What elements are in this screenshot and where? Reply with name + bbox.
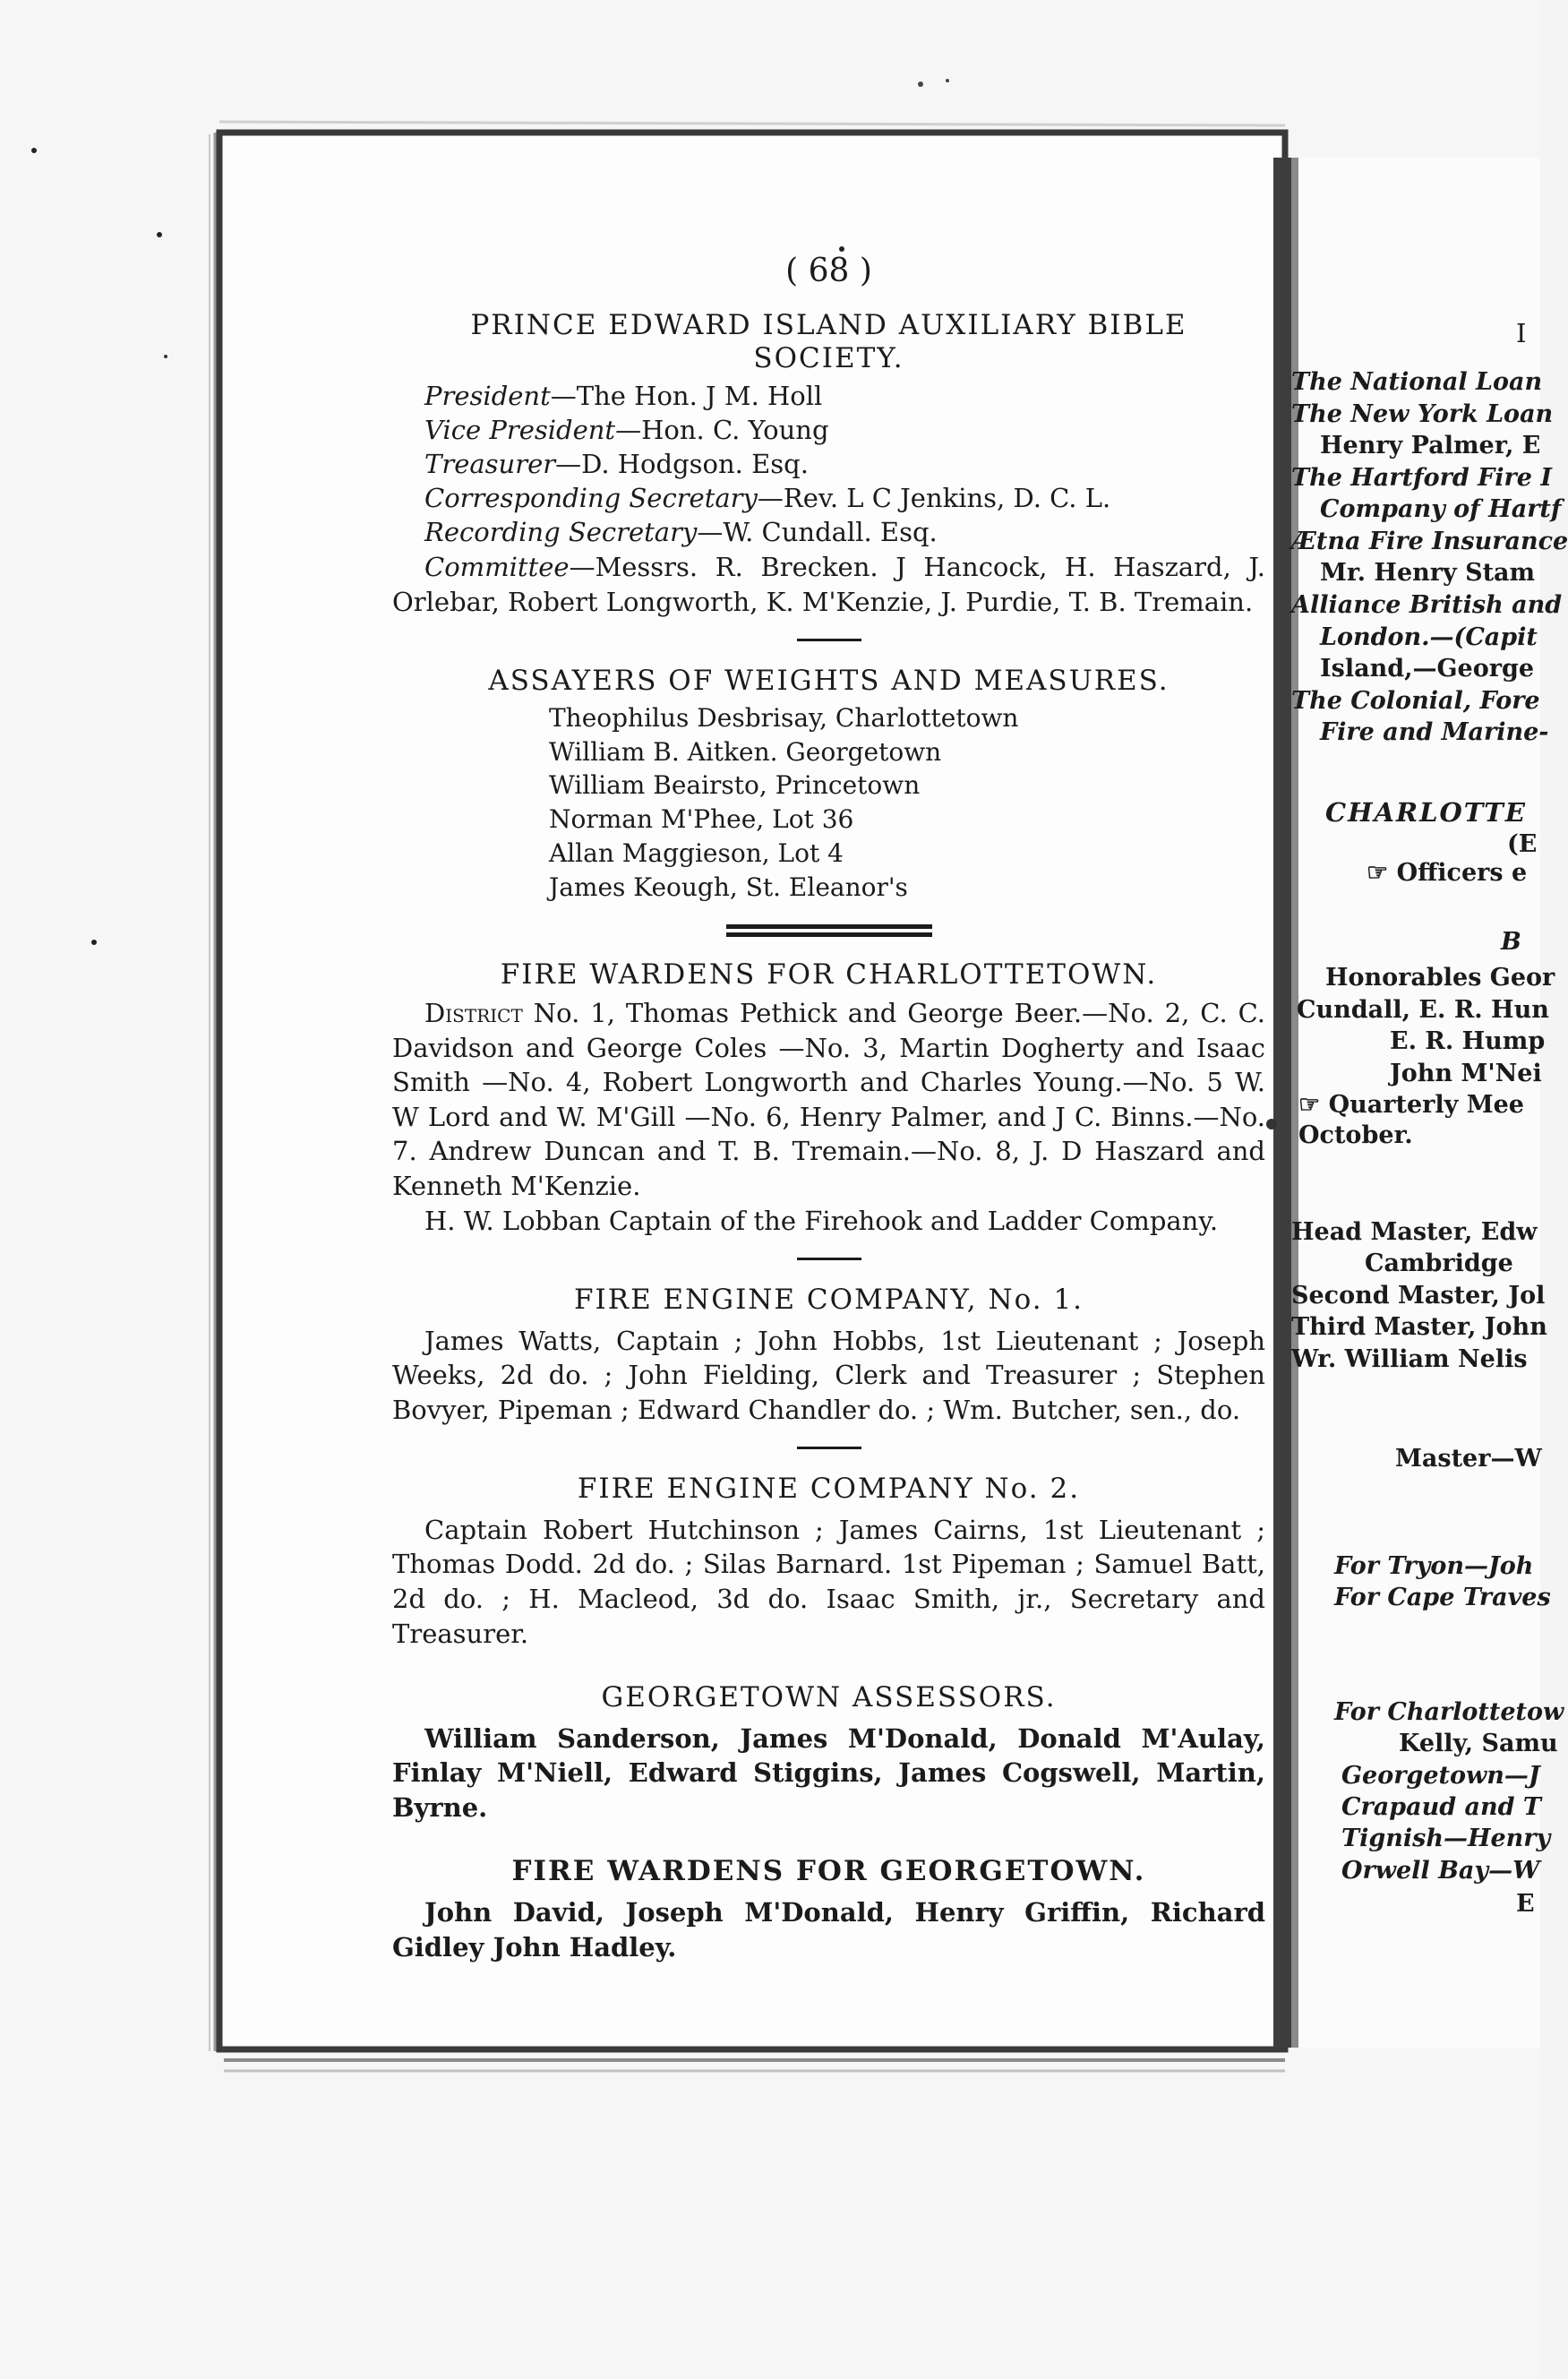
bible-society-heading: PRINCE EDWARD ISLAND AUXILIARY BIBLE — [470, 309, 1187, 341]
fire-wardens-georgetown-text: John David, Joseph M'Donald, Henry Griffin, Richard Gidley John Hadley. — [392, 1897, 1265, 1962]
list-item: Norman M'Phee, Lot 36 — [549, 804, 854, 835]
right-page-line: Master—W — [1395, 1445, 1542, 1473]
right-page-line: Cambridge — [1365, 1250, 1513, 1277]
right-page-fragment — [1288, 318, 1568, 2038]
bible-society-heading-cont: SOCIETY. — [753, 341, 904, 374]
right-page-line: Company of Hartf — [1320, 495, 1562, 523]
officer-line: Vice President—Hon. C. Young — [424, 415, 829, 446]
right-page-line: Mr. Henry Stam — [1320, 559, 1536, 587]
list-item: Theophilus Desbrisay, Charlottetown — [549, 702, 1019, 733]
right-page-line: The Hartford Fire I — [1291, 464, 1552, 492]
right-page-line: ☞ Officers e — [1367, 859, 1528, 887]
georgetown-assessors-text: William Sanderson, James M'Donald, Donald M'Aulay, Finlay M'Niell, Edward Stiggins, James Cogswell, Martin, Byrne. — [392, 1722, 1265, 1823]
assayers-list — [549, 701, 1265, 905]
section-rule — [797, 1258, 861, 1260]
right-page-line: Fire and Marine- — [1320, 718, 1549, 746]
right-page-line: Henry Palmer, E — [1320, 432, 1541, 459]
fire-wardens-georgetown-heading: FIRE WARDENS FOR GEORGETOWN. — [511, 1855, 1146, 1888]
list-item: William B. Aitken. Georgetown — [549, 736, 942, 767]
officer-line: President—The Hon. J M. Holl — [424, 381, 823, 412]
right-page-line: Tignish—Henry — [1341, 1825, 1551, 1852]
officers-list — [424, 380, 1265, 550]
right-page-line: Second Master, Jol — [1291, 1282, 1546, 1310]
engine-company-2-text: Captain Robert Hutchinson ; James Cairns, 1st Lieutenant ; Thomas Dodd. 2d do. ; Silas Barnard. 1st Pipeman ; Samuel Batt, 2d do. ; H. Macleod, 3d do. Isaac Smith, jr., Secretary and Treasurer. — [392, 1514, 1265, 1649]
right-page-line: Island,—George — [1320, 655, 1535, 683]
double-rule — [726, 924, 932, 937]
right-page-line: The New York Loan — [1291, 400, 1554, 428]
list-item: Allan Maggieson, Lot 4 — [549, 837, 844, 868]
right-page-line: E. R. Hump — [1390, 1027, 1546, 1055]
right-page-line: Ætna Fire Insurance — [1291, 528, 1568, 555]
right-page-line: For Tryon—Joh — [1334, 1552, 1534, 1580]
right-page-line: October. — [1298, 1121, 1413, 1149]
right-page-line: Alliance British and — [1291, 591, 1563, 619]
right-page-line: Head Master, Edw — [1291, 1218, 1538, 1246]
right-page-line: (E — [1507, 830, 1538, 858]
right-page-line: Orwell Bay—W — [1341, 1857, 1540, 1885]
engine-company-2-heading: FIRE ENGINE COMPANY No. 2. — [577, 1473, 1081, 1506]
officer-line: Recording Secretary—W. Cundall. Esq. — [424, 517, 938, 548]
left-page-text — [392, 253, 1265, 1964]
right-page-line: Honorables Geor — [1325, 964, 1555, 992]
right-page-line: For Cape Traves — [1334, 1584, 1551, 1611]
right-page-line: CHARLOTTE — [1325, 797, 1527, 828]
section-rule — [797, 1447, 861, 1449]
officer-line: Corresponding Secretary—Rev. L C Jenkins, D. C. L. — [424, 483, 1111, 514]
firehook-captain-line: H. W. Lobban Captain of the Firehook and Ladder Company. — [424, 1205, 1219, 1236]
right-page-line: ☞ Quarterly Mee — [1298, 1091, 1524, 1119]
fire-wardens-charlottetown-text: District No. 1, Thomas Pethick and George Beer.—No. 2, C. C. Davidson and George Coles —No. 3, Martin Dogherty and Isaac Smith —No. 4, Robert Longworth and Charles Young.—No. 5 W. W Lord and W. M'Gill —No. 6, Henry Palmer, and J C. Binns.—No. 7. Andrew Duncan and T. B. Tremain.—No. 8, J. D Haszard and Kenneth M'Kenzie. — [392, 998, 1265, 1201]
list-item: James Keough, St. Eleanor's — [549, 872, 908, 902]
committee-paragraph: Committee—Messrs. R. Brecken. J Hancock, H. Haszard, J. Orlebar, Robert Longworth, K. M'Kenzie, J. Purdie, T. B. Tremain. — [392, 552, 1265, 617]
fire-wardens-charlottetown-heading: FIRE WARDENS FOR CHARLOTTETOWN. — [500, 958, 1158, 991]
right-page-line: Wr. William Nelis — [1291, 1345, 1528, 1373]
right-page-line: Crapaud and T — [1341, 1793, 1541, 1821]
georgetown-assessors-heading: GEORGETOWN ASSESSORS. — [601, 1681, 1057, 1714]
right-page-line: Kelly, Samu — [1399, 1730, 1558, 1757]
list-item: William Beairsto, Princetown — [549, 770, 921, 801]
right-page-line: London.—(Capit — [1320, 623, 1538, 651]
right-page-line: B — [1501, 928, 1521, 956]
section-rule — [797, 639, 861, 641]
right-page-line: I — [1516, 318, 1527, 348]
engine-company-1-text: James Watts, Captain ; John Hobbs, 1st Lieutenant ; Joseph Weeks, 2d do. ; John Fielding, Clerk and Treasurer ; Stephen Bovyer, Pipeman ; Edward Chandler do. ; Wm. Butcher, sen., do. — [392, 1325, 1265, 1425]
right-page-line: The Colonial, Fore — [1291, 687, 1540, 715]
right-page-line: The National Loan — [1291, 368, 1543, 396]
right-page-line: E — [1516, 1890, 1535, 1918]
right-page-line: For Charlottetow — [1334, 1698, 1564, 1726]
right-page-line: Georgetown—J — [1341, 1762, 1540, 1790]
page-number: ( 68 ) — [785, 253, 872, 289]
right-page-line: Cundall, E. R. Hun — [1297, 996, 1549, 1024]
right-page-line: Third Master, John — [1291, 1313, 1547, 1341]
assayers-heading: ASSAYERS OF WEIGHTS AND MEASURES. — [488, 665, 1170, 698]
right-page-line: John M'Nei — [1390, 1060, 1542, 1087]
engine-company-1-heading: FIRE ENGINE COMPANY, No. 1. — [573, 1284, 1084, 1317]
officer-line: Treasurer—D. Hodgson. Esq. — [424, 449, 809, 480]
